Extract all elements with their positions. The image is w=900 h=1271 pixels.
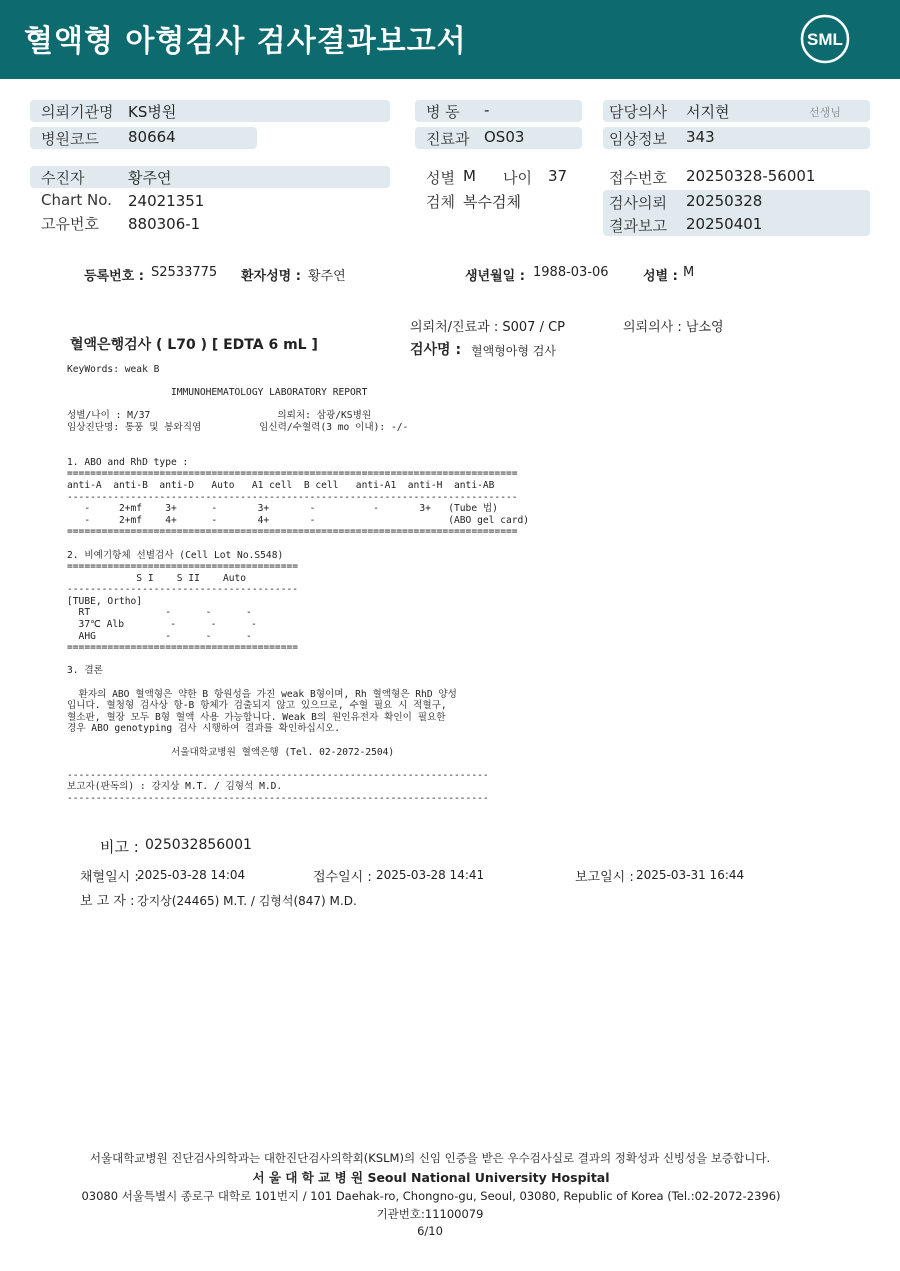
reporter-label: 보 고 자 : <box>80 894 135 909</box>
req-dept-line: 의뢰처/진료과 : S007 / CP <box>410 320 565 335</box>
report-line <box>67 758 567 770</box>
footer-hospital: 서 울 대 학 교 병 원 Seoul National University Hospital <box>252 1170 610 1185</box>
sub-sex-label: 성별 : <box>643 269 678 284</box>
sml-logo <box>800 14 850 64</box>
report-line: ------------------------------------------------------------------------------ <box>67 491 518 503</box>
report-line: [TUBE, Ortho] <box>67 595 143 607</box>
sex: M <box>463 167 476 185</box>
report-line <box>67 376 567 388</box>
report-line: 3. 결론 <box>67 665 103 677</box>
report-line: ------------------------------------------------------------------------- <box>67 792 489 804</box>
report-line: 임상진단명: 통풍 및 봉와직염 임신력/수혈력(3 mo 이내): -/- <box>67 421 409 433</box>
report-line: - 2+mf 3+ - 3+ - - 3+ (Tube 법) <box>67 503 498 515</box>
chart-label: Chart No. <box>41 191 112 209</box>
report-line <box>67 445 567 457</box>
rep-date: 20250401 <box>686 215 763 233</box>
test-name-label: 검사명 : <box>410 342 462 358</box>
report-line: 1. ABO and RhD type : <box>67 456 189 468</box>
note: 025032856001 <box>145 837 252 853</box>
receive-label: 접수일시 : <box>313 870 372 885</box>
clinical-label: 임상정보 <box>609 130 667 148</box>
report-line: ============================================================================== <box>67 468 518 480</box>
doctor-label: 담당의사 <box>609 103 667 121</box>
report-line: 2. 비예기항체 선별검사 (Cell Lot No.S548) <box>67 549 284 561</box>
req-date: 20250328 <box>686 192 763 210</box>
report-line: S I S II Auto <box>67 572 247 584</box>
lab-report-text <box>67 364 567 805</box>
specimen-label: 검체 <box>426 193 455 211</box>
note-label: 비고 : <box>100 838 139 856</box>
uid-label: 고유번호 <box>41 215 99 233</box>
report-time: 2025-03-31 16:44 <box>636 868 745 882</box>
name-label: 환자성명 : <box>241 269 301 284</box>
receive-time: 2025-03-28 14:41 <box>376 868 485 882</box>
dob-label: 생년월일 : <box>465 269 525 284</box>
report-line <box>67 434 567 446</box>
page-number: 6/10 <box>417 1224 443 1238</box>
report-line: ------------------------------------------------------------------------- <box>67 769 489 781</box>
specimen: 복수검체 <box>463 193 521 211</box>
report-line: ---------------------------------------- <box>67 584 299 596</box>
req-inst: KS병원 <box>128 103 177 121</box>
doctor-suffix: 선생님 <box>809 106 841 119</box>
sex-label: 성별 <box>426 169 455 187</box>
hosp-code-label: 병원코드 <box>41 130 99 148</box>
footer-inst-no: 기관번호:11100079 <box>376 1207 484 1221</box>
dob: 1988-03-06 <box>533 265 609 280</box>
footer-address: 03080 서울특별시 종로구 대학로 101번지 / 101 Daehak-ro, Chongno-gu, Seoul, 03080, Republic of Korea (Tel.:02-2072-2396) <box>81 1189 781 1203</box>
report-line: 서울대학교병원 혈액은행 (Tel. 02-2072-2504) <box>67 746 395 758</box>
report-line: 성별/나이 : M/37 의뢰처: 삼광/KS병원 <box>67 410 372 422</box>
page-title: 혈액형 아형검사 검사결과보고서 <box>24 24 467 59</box>
report-line: IMMUNOHEMATOLOGY LABORATORY REPORT <box>67 387 368 399</box>
report-line: 혈소판, 혈장 모두 B형 혈액 사용 가능합니다. Weak B의 원인유전자 확인이 필요한 <box>67 711 446 723</box>
age-label: 나이 <box>503 169 532 187</box>
report-line <box>67 735 567 747</box>
report-line: KeyWords: weak B <box>67 364 160 375</box>
req-date-label: 검사의뢰 <box>609 194 667 212</box>
rep-date-label: 결과보고 <box>609 217 667 235</box>
test-title: 혈액은행검사 ( L70 ) [ EDTA 6 mL ] <box>70 337 318 353</box>
ward: - <box>484 101 490 119</box>
report-line: 보고자(판독의) : 강지상 M.T. / 김형석 M.D. <box>67 781 283 793</box>
doctor: 서지현 <box>686 103 730 121</box>
report-line <box>67 654 567 666</box>
reg-no: S2533775 <box>151 265 218 280</box>
report-label: 보고일시 : <box>575 870 634 885</box>
logo-text: SML <box>807 30 843 49</box>
report-line: 입니다. 혈청형 검사상 항-B 항체가 검출되지 않고 있으므로, 수혈 필요 시 적혈구, <box>67 700 447 712</box>
report-line <box>67 399 567 411</box>
report-line: 37℃ Alb - - - <box>67 619 257 631</box>
reg-label: 등록번호 : <box>84 269 144 284</box>
report-line: ============================================================================== <box>67 526 518 538</box>
dept: OS03 <box>484 128 525 146</box>
collect-label: 채혈일시 : <box>80 870 139 885</box>
report-line <box>67 677 567 689</box>
age: 37 <box>548 167 568 185</box>
chart-no: 24021351 <box>128 192 205 210</box>
req-inst-label: 의뢰기관명 <box>41 103 114 121</box>
footer-cert: 서울대학교병원 진단검사의학과는 대한진단검사의학회(KSLM)의 신임 인증을 받은 우수검사실로 결과의 정확성과 신빙성을 보증합니다. <box>89 1151 771 1165</box>
clinical: 343 <box>686 128 715 146</box>
report-line: 환자의 ABO 혈액형은 약한 B 항원성을 가진 weak B형이며, Rh 혈액형은 RhD 양성 <box>67 688 457 700</box>
req-doctor-line: 의뢰의사 : 남소영 <box>623 320 724 335</box>
report-line: RT - - - <box>67 607 252 619</box>
name: 황주연 <box>308 269 346 284</box>
report-line: AHG - - - <box>67 630 252 642</box>
report-line <box>67 538 567 550</box>
recv-no: 20250328-56001 <box>686 167 816 185</box>
test-name: 혈액형아형 검사 <box>471 344 556 358</box>
patient-label: 수진자 <box>41 169 85 187</box>
report-line: 경우 ABO genotyping 검사 시행하여 결과를 확인하십시오. <box>67 723 341 735</box>
dept-label: 진료과 <box>426 130 470 148</box>
reporter: 강지상(24465) M.T. / 김형석(847) M.D. <box>137 894 357 908</box>
patient: 황주연 <box>128 169 172 187</box>
report-line: anti-A anti-B anti-D Auto A1 cell B cell anti-A1 anti-H anti-AB <box>67 479 495 491</box>
collect-time: 2025-03-28 14:04 <box>137 868 246 882</box>
report-line: ======================================== <box>67 642 299 654</box>
hosp-code: 80664 <box>128 128 176 146</box>
uid: 880306-1 <box>128 215 201 233</box>
report-line: - 2+mf 4+ - 4+ - (ABO gel card) <box>67 514 530 526</box>
sub-sex: M <box>683 265 695 280</box>
report-line: ======================================== <box>67 561 299 573</box>
recv-label: 접수번호 <box>609 169 667 187</box>
ward-label: 병 동 <box>426 103 460 121</box>
